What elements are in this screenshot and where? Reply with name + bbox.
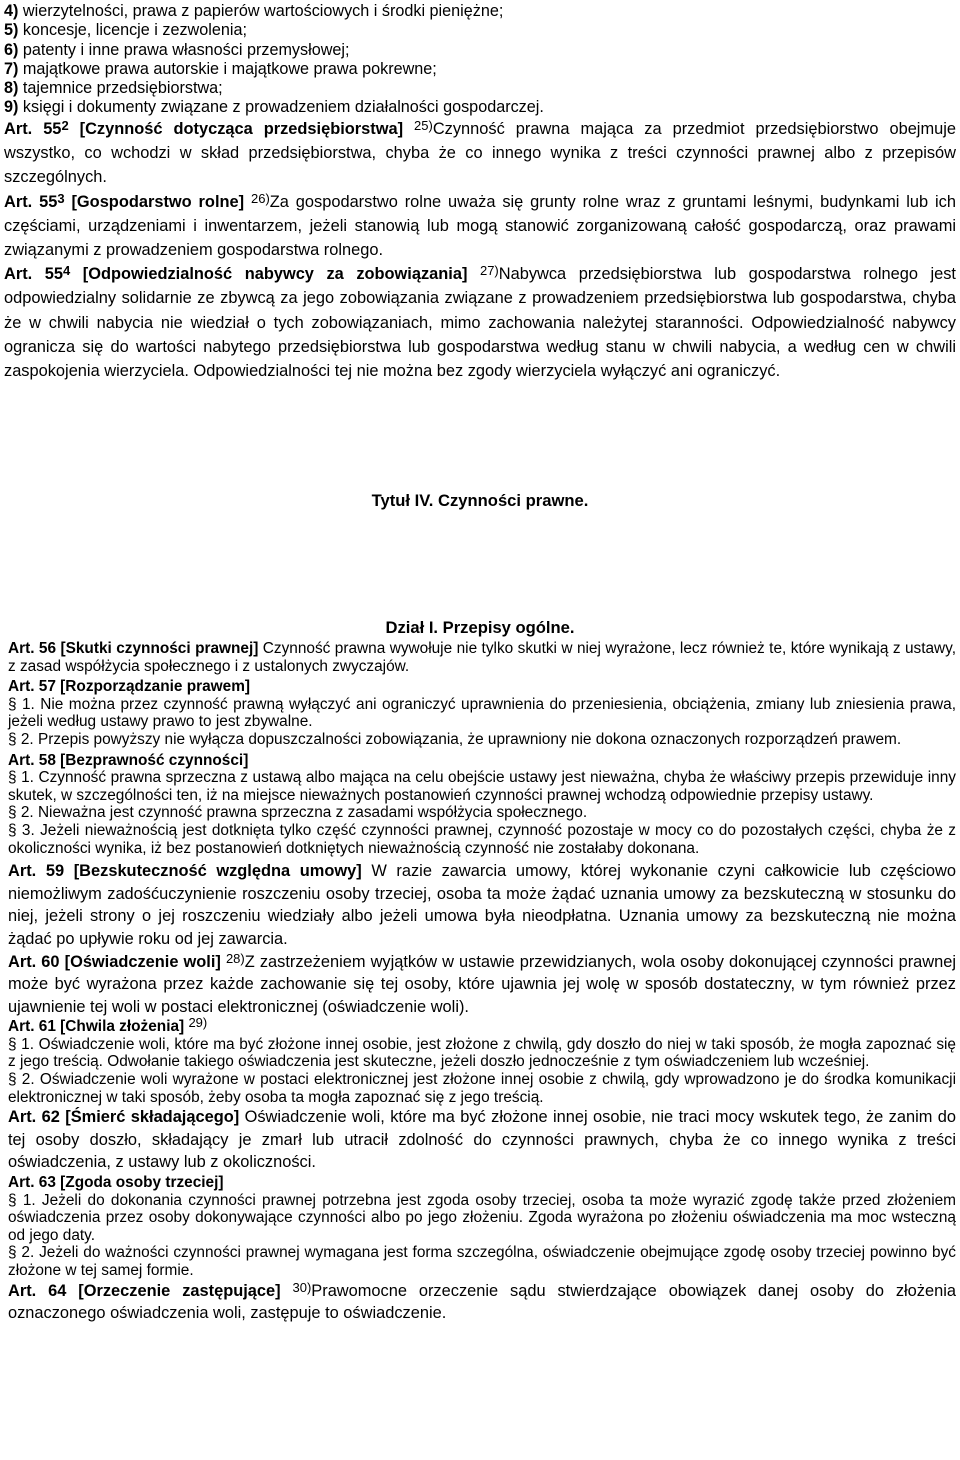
article-superscript: 2	[61, 118, 69, 133]
article-heading: Art. 56 [Skutki czynności prawnej]	[8, 640, 259, 657]
article-text: Prawomocne orzeczenie sądu stwierdzające obowiązek danej osoby do złożenia oznaczonego oświadczenia woli, zastępuje to oświadczenie.	[8, 1281, 956, 1323]
article-text: Czynność prawna wywołuje nie tylko skutki w niej wyrażone, lecz również te, które wynikają z ustawy, z zasad współżycia społecznego i z ustalonych zwyczajów.	[8, 640, 956, 675]
article-heading: Art. 62 [Śmierć składającego]	[8, 1108, 240, 1127]
list-item: 7) majątkowe prawa autorskie i majątkowe prawa pokrewne;	[4, 59, 437, 78]
article-58-heading: Art. 58 [Bezprawność czynności]	[8, 751, 249, 769]
article-55-2	[4, 117, 956, 190]
article-58-paragraph-3: § 3. Jeżeli nieważnością jest dotknięta tylko część czynności prawnej, czynność pozostaje w mocy co do pozostałych części, chyba że z okoliczności wynika, iż bez postanowień dotkniętych nieważnością czynność nie zostałaby dokonana.	[8, 821, 956, 857]
chapter-title: Dział I. Przepisy ogólne.	[385, 618, 575, 637]
list-item: 9) księgi i dokumenty związane z prowadzeniem działalności gospodarczej.	[4, 98, 544, 117]
article-text: Nabywca przedsiębiorstwa lub gospodarstwa rolnego jest odpowiedzialny solidarnie ze zbywcą za jego zobowiązania związane z prowadzeniem przedsiębiorstwa lub gospodarstwa, chyba że w chwili nabycia nie wiedział o tych zobowiązaniach, mimo zachowania należytej staranności. Odpowiedzialność nabywcy ogranicza się do wartości nabytego przedsiębiorstwa lub gospodarstwa według stanu w chwili nabycia, a według cen w chwili zaspokojenia wierzyciela. Odpowiedzialności tej nie można bez zgody wierzyciela wyłączyć ani ograniczyć.	[4, 265, 956, 381]
footnote-marker: 30)	[292, 1279, 312, 1295]
article-heading: [Gospodarstwo rolne]	[71, 192, 245, 211]
article-heading: Art. 60 [Oświadczenie woli]	[8, 952, 221, 971]
article-heading: [Czynność dotycząca przedsiębiorstwa]	[79, 120, 404, 138]
article-text: Czynność prawna mająca za przedmiot przedsiębiorstwo obejmuje wszystko, co wchodzi w skład przedsiębiorstwa, chyba że co innego wynika z treści czynności prawnej albo z przepisów szczególnych.	[4, 120, 956, 187]
article-57-paragraph-1: § 1. Nie można przez czynność prawną wyłączyć ani ograniczyć uprawnienia do przeniesienia, obciążenia, zmiany lub zniesienia prawa, jeżeli według ustawy prawo to jest zbywalne.	[8, 695, 956, 731]
footnote-marker: 25)	[414, 118, 433, 133]
article-55-3	[4, 190, 956, 263]
article-text: Oświadczenie woli, które ma być złożone innej osobie, nie traci mocy wskutek tego, że zanim do tej osoby doszło, składający je zmarł lub utracił zdolność do czynności prawnych, chyba że co innego wynika z treści oświadczenia, z ustawy lub z okoliczności.	[8, 1108, 957, 1172]
article-heading: Art. 64 [Orzeczenie zastępujące]	[8, 1281, 281, 1300]
article-58-paragraph-2: § 2. Nieważna jest czynność prawna sprzeczna z zasadami współżycia społecznego.	[8, 804, 588, 822]
list-item: 5) koncesje, licencje i zezwolenia;	[4, 21, 247, 40]
footnote-marker: 29)	[188, 1015, 208, 1031]
article-57-paragraph-2: § 2. Przepis powyższy nie wyłącza dopuszczalności zobowiązania, że uprawniony nie dokona oznaczonych rozporządzeń prawem.	[8, 730, 902, 748]
article-57-heading: Art. 57 [Rozporządzanie prawem]	[8, 678, 251, 696]
article-heading: Art. 59 [Bezskuteczność względna umowy]	[8, 862, 362, 881]
article-text: W razie zawarcia umowy, której wykonanie czyni całkowicie lub częściowo niemożliwym zadośćuczynienie roszczeniu osoby trzeciej, osoba ta może żądać uznania umowy za bezskuteczną w stosunku do niej, jeżeli strony o jej roszczeniu wiedziały albo jeżeli umowa była nieodpłatna. Uznania umowy za bezskuteczną nie można żądać po upływie roku od jej zawarcia.	[8, 862, 956, 948]
footnote-marker: 28)	[225, 950, 245, 966]
article-superscript: 3	[57, 190, 65, 206]
articles-56-64-block	[4, 640, 956, 1325]
list-item: 6) patenty i inne prawa własności przemysłowej;	[4, 40, 350, 59]
article-label: Art. 55	[4, 192, 58, 211]
article-label: Art. 55	[4, 120, 62, 138]
article-61-paragraph-2: § 2. Oświadczenie woli wyrażone w postaci elektronicznej jest złożone innej osobie z chwilą, gdy wprowadzono je do środka komunikacji elektronicznej w taki sposób, żeby osoba ta mogła zapoznać się z jego treścią.	[8, 1071, 956, 1106]
article-56	[4, 640, 956, 675]
article-58-paragraph-1: § 1. Czynność prawna sprzeczna z ustawą albo mająca na celu obejście ustawy jest nieważna, chyba że właściwy przepis przewiduje inny skutek, w szczególności ten, iż na miejsce nieważnych postanowień czynności prawnej wchodzą odpowiednie przepisy ustawy.	[8, 769, 956, 804]
article-text: Za gospodarstwo rolne uważa się grunty rolne wraz z gruntami leśnymi, budynkami lub ich częściami, urządzeniami i inwentarzem, jeżeli stanowią lub mogą stanowić zorganizowaną całość gospodarczą, oraz prawami związanymi z prowadzeniem gospodarstwa rolnego.	[4, 192, 956, 260]
articles-55-block	[4, 117, 956, 383]
article-heading: [Odpowiedzialność nabywcy za zobowiązania]	[82, 265, 468, 284]
article-64	[4, 1280, 956, 1325]
article-62	[4, 1106, 956, 1174]
article-63-paragraph-1: § 1. Jeżeli do dokonania czynności prawnej potrzebna jest zgoda osoby trzeciej, osoba ta może wyrazić zgodę także przed złożeniem oświadczenia przez osoby dokonywające czynności albo po jego złożeniu. Zgoda wyrażona po złożeniu oświadczenia ma moc wsteczną od jego daty.	[8, 1191, 956, 1244]
article-61-paragraph-1: § 1. Oświadczenie woli, które ma być złożone innej osobie, jest złożone z chwilą, gdy doszło do niej w taki sposób, że mogła zapoznać się z jego treścią. Odwołanie takiego oświadczenia jest skuteczne, jeżeli doszło jednocześnie z tym oświadczeniem lub wcześniej.	[8, 1035, 956, 1071]
footnote-marker: 26)	[250, 190, 270, 206]
list-item: 8) tajemnice przedsiębiorstwa;	[4, 79, 223, 98]
article-60	[4, 951, 956, 1019]
article-59	[4, 860, 956, 950]
footnote-marker: 27)	[479, 263, 499, 279]
article-text: Z zastrzeżeniem wyjątków w ustawie przewidzianych, wola osoby dokonującej czynności prawnej może być wyrażona przez każde zachowanie się tej osoby, które ujawnia jej wolę w sposób dostateczny, w tym również przez ujawnienie tej woli w postaci elektronicznej (oświadczenie woli).	[8, 952, 956, 1016]
article-label: Art. 55	[4, 265, 64, 284]
article-55-4	[4, 262, 956, 383]
article-superscript: 4	[63, 263, 71, 279]
list-item: 4) wierzytelności, prawa z papierów wartościowych i środki pieniężne;	[4, 2, 504, 20]
article-63-paragraph-2: § 2. Jeżeli do ważności czynności prawnej wymagana jest forma szczególna, oświadczenie obejmujące zgodę osoby trzeciej powinno być złożone w tej samej formie.	[8, 1244, 956, 1279]
enumerated-list	[4, 2, 544, 118]
article-63-heading: Art. 63 [Zgoda osoby trzeciej]	[8, 1174, 224, 1192]
section-title: Tytuł IV. Czynności prawne.	[371, 491, 589, 510]
article-61-heading: Art. 61 [Chwila złożenia] $^{29)}$	[8, 1015, 208, 1036]
